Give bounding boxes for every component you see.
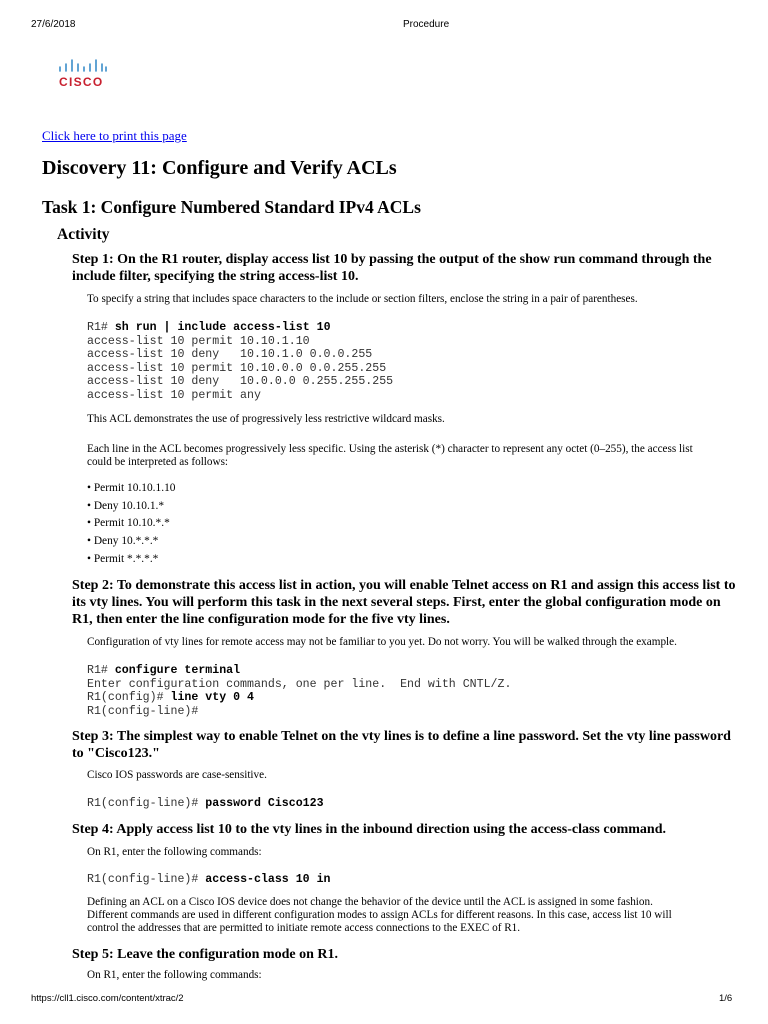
list-item: • Deny 10.10.1.* <box>87 499 165 512</box>
cisco-bars-icon <box>58 58 108 74</box>
acl-interpretation-list <box>87 480 175 569</box>
print-date: 27/6/2018 <box>31 19 76 30</box>
paragraph: To specify a string that includes space characters to the include or section filters, enclose the string in a pair of parentheses. <box>87 293 638 305</box>
code-block-acl: R1# sh run | include access-list 10 access-list 10 permit 10.10.1.10 access-list 10 deny 10.10.1.0 0.0.0.255 access-list 10 permit 10.10.0.0 0.0.255.255 access-list 10 deny 10.0.0.0 0.255.255.255 access-list 10 permit any <box>87 321 394 402</box>
list-item: • Permit 10.10.1.10 <box>87 482 176 494</box>
code-block-access-class: R1(config-line)# access-class 10 in <box>87 873 331 886</box>
cisco-wordmark: CISCO <box>59 75 104 89</box>
print-url: https://cll1.cisco.com/content/xtrac/2 <box>31 993 184 1004</box>
list-item: • Permit *.*.*.* <box>87 552 159 565</box>
code-block-password: R1(config-line)# password Cisco123 <box>87 797 324 810</box>
print-page-title: Procedure <box>403 19 450 30</box>
paragraph: Configuration of vty lines for remote access may not be familiar to you yet. Do not worry. You will be walked through the example. <box>87 636 677 648</box>
task-heading: Task 1: Configure Numbered Standard IPv4 ACLs <box>42 197 421 217</box>
step-3-heading: Step 3: The simplest way to enable Telnet on the vty lines is to define a line password. Set the vty line password to "Cisco123." <box>72 729 731 761</box>
step-4-heading: Step 4: Apply access list 10 to the vty lines in the inbound direction using the access-class command. <box>72 822 666 837</box>
step-1-heading: Step 1: On the R1 router, display access list 10 by passing the output of the show run command through the include filter, specifying the string access-list 10. <box>72 252 712 284</box>
cisco-logo <box>58 58 108 90</box>
code-block-config: R1# configure terminal Enter configuration commands, one per line. End with CNTL/Z. R1(config)# line vty 0 4 R1(config-line)# <box>87 664 512 718</box>
paragraph: On R1, enter the following commands: <box>87 846 262 858</box>
paragraph: This ACL demonstrates the use of progressively less restrictive wildcard masks. <box>87 413 445 425</box>
print-page-link[interactable]: Click here to print this page <box>42 128 187 143</box>
list-item: • Permit 10.10.*.* <box>87 517 170 530</box>
list-item: • Deny 10.*.*.* <box>87 535 159 548</box>
step-5-heading: Step 5: Leave the configuration mode on R1. <box>72 947 338 962</box>
paragraph: Each line in the ACL becomes progressively less specific. Using the asterisk (*) character to represent any octet (0–255), the access list could be interpreted as follows: <box>87 443 693 468</box>
paragraph: On R1, enter the following commands: <box>87 969 262 981</box>
activity-heading: Activity <box>57 226 110 243</box>
page-title: Discovery 11: Configure and Verify ACLs <box>42 157 397 179</box>
paragraph: Defining an ACL on a Cisco IOS device does not change the behavior of the device until the ACL is assigned in some fashion. Different commands are used in different configuration modes to assign ACLs for different reasons. In this case, access list 10 will control the addresses that are permitted to initiate remote access connections to the EXEC of R1. <box>87 896 672 934</box>
page-number: 1/6 <box>719 993 733 1004</box>
paragraph: Cisco IOS passwords are case-sensitive. <box>87 769 267 781</box>
step-2-heading: Step 2: To demonstrate this access list in action, you will enable Telnet access on R1 and assign this access list to its vty lines. You will perform this task in the next several steps. First, enter the global configuration mode on R1, then enter the line configuration mode for the five vty lines. <box>72 578 736 627</box>
